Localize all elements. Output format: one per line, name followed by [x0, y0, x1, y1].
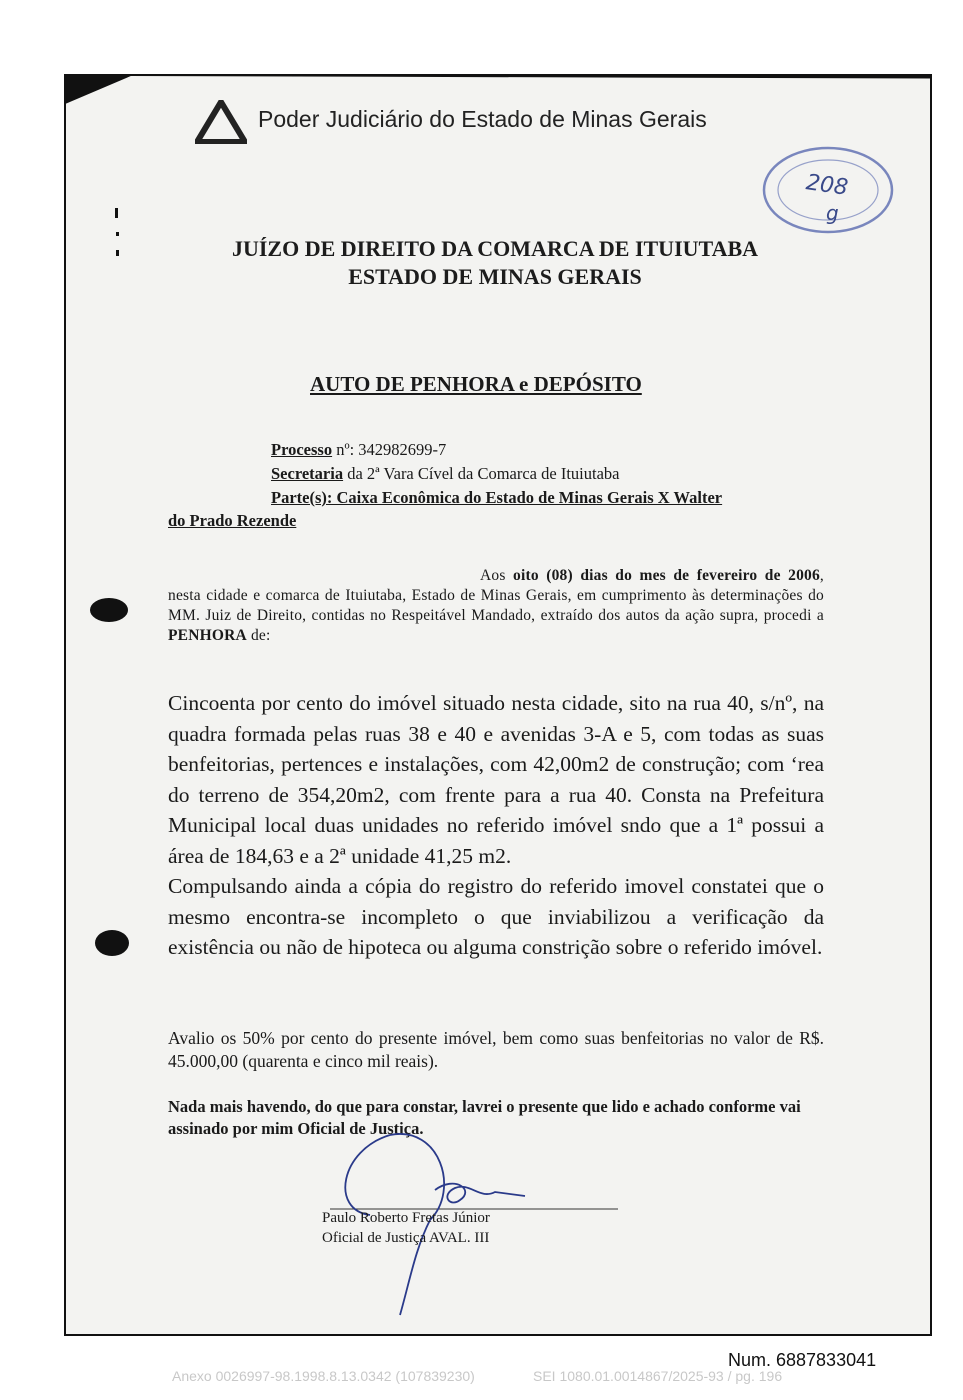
stamp-page-number: 208 [804, 170, 850, 201]
binder-mark [115, 208, 118, 218]
intro-middle: , nesta cidade e comarca de Ituiutaba, Estado de Minas Gerais, em cumprimento às determinações do MM. Juiz de Direito, contidas no Respeitável Mandado, extraído dos autos da ação supra, procedi a [168, 567, 824, 624]
processo-label: Processo [271, 440, 333, 459]
valuation-paragraph: Avalio os 50% por cento do presente imóvel, bem como suas benfeitorias no valor de R$. 45.000,00 (quarenta e cinco mil reais). [168, 1028, 824, 1071]
description-paragraph-2: Compulsando ainda a cópia do registro do referido imovel constatei que o mesmo encontra-se incompleto o que inviabilizou a verificação da existência ou não de hipoteca ou alguma constrição sobre o referido imóvel. [168, 874, 824, 959]
closing-paragraph: Nada mais havendo, do que para constar, lavrei o presente que lido e achado conforme vai assinado por mim Oficial de Justiça. [168, 1097, 801, 1138]
signer-name: Paulo Roberto Fretas Júnior [322, 1210, 490, 1226]
case-parties: Parte(s): Caixa Econômica do Estado de Minas Gerais X Walter [271, 488, 723, 507]
footer-annex: Anexo 0026997-98.1998.8.13.0342 (107839230) [172, 1368, 475, 1384]
court-name: JUÍZO DE DIREITO DA COMARCA DE ITUIUTABA [231, 236, 759, 261]
document-title: AUTO DE PENHORA e DEPÓSITO [310, 372, 642, 396]
institution-header: Poder Judiciário do Estado de Minas Gerais [258, 106, 707, 132]
secretaria-label: Secretaria [271, 464, 344, 483]
intro-date: oito (08) dias do mes de fevereiro de 2006 [513, 567, 820, 584]
binder-mark [116, 250, 119, 256]
binder-mark [116, 232, 119, 236]
intro-penhora: PENHORA [168, 627, 247, 644]
processo-value: nº: 342982699-7 [332, 440, 447, 459]
footer-sei-page: SEI 1080.01.0014867/2025-93 / pg. 196 [533, 1368, 783, 1384]
case-number [271, 440, 446, 460]
case-secretariat [271, 464, 619, 484]
property-description [168, 688, 824, 963]
intro-paragraph [168, 566, 824, 646]
stamp-initial: g [826, 201, 839, 225]
description-paragraph-1: Cincoenta por cento do imóvel situado nesta cidade, sito na rua 40, s/nº, na quadra formada pelas ruas 38 e 40 e avenidas 3-A e 5, com todas as suas benfeitorias, pertences e instalações, com 42,00m2 de construção; com ‘rea do terreno de 354,20m2, com frente para a rua 40. Consta na Prefeitura Municipal local duas unidades no referido imóvel sndo que a 1ª possui a área de 184,63 e a 2ª unidade 41,25 m2. [168, 691, 824, 868]
secretaria-value: da 2ª Vara Cível da Comarca de Ituiutaba [343, 464, 620, 483]
intro-prefix: Aos [480, 567, 514, 584]
punch-hole-bottom [95, 930, 129, 956]
document-reference-number: Num. 6887833041 [728, 1350, 877, 1370]
court-state: ESTADO DE MINAS GERAIS [348, 264, 642, 289]
case-parties-continued: do Prado Rezende [168, 511, 297, 530]
punch-hole-top [90, 598, 128, 622]
triangle-logo-icon [195, 100, 247, 144]
signer-role: Oficial de Justiça AVAL. III [322, 1230, 490, 1246]
intro-suffix: de: [246, 627, 271, 644]
